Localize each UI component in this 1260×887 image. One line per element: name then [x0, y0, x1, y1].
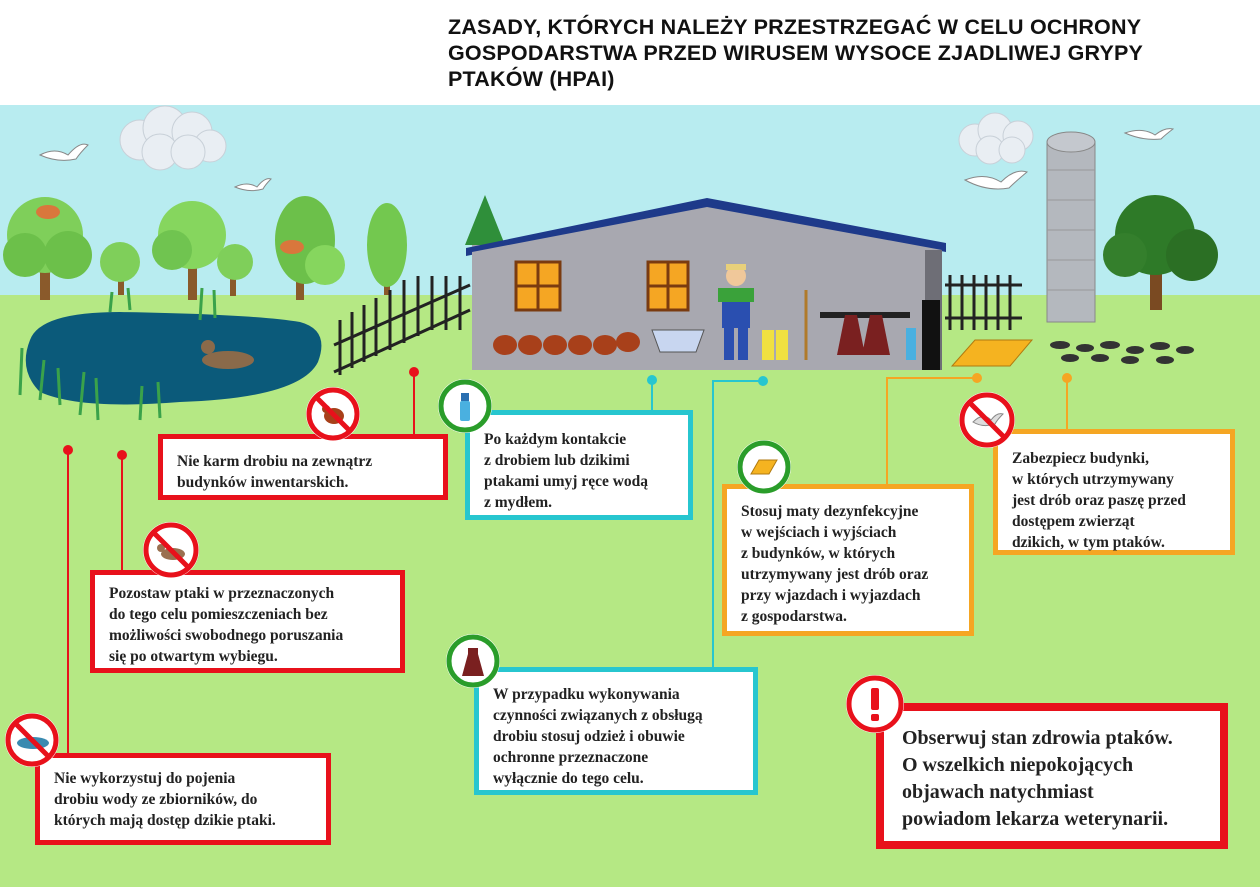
rule-text: wyłącznie do tego celu. [493, 770, 644, 787]
rule-text: w wejściach i wyjściach [741, 524, 897, 541]
top-left-blank [0, 0, 430, 105]
no-hen-icon [306, 387, 360, 441]
rule-text: Nie wykorzystuj do pojenia [54, 770, 236, 787]
apron-icon [446, 634, 500, 688]
no-gull-icon [959, 392, 1015, 448]
rule-text: możliwości swobodnego poruszania [109, 627, 344, 644]
rule-text: powiadom lekarza weterynarii. [902, 808, 1169, 830]
rule-text: Zabezpiecz budynki, [1012, 450, 1149, 467]
rule-text: drobiu wody ze zbiorników, do [54, 791, 258, 808]
silo [1047, 132, 1095, 322]
title-line-2: GOSPODARSTWA PRZED WIRUSEM WYSOCE ZJADLIWEJ GRYPY [448, 41, 1144, 65]
rule-text: do tego celu pomieszczeniach bez [109, 606, 328, 623]
rule-text: budynków inwentarskich. [177, 474, 349, 491]
rule-text: jest drób oraz paszę przed [1012, 492, 1186, 509]
mat-icon [737, 440, 791, 494]
rule-text: dostępem zwierząt [1012, 513, 1135, 530]
rule-secure-buildings [993, 429, 1235, 555]
rule-text: objawach natychmiast [902, 781, 1094, 803]
rule-text: utrzymywany jest drób oraz [741, 566, 929, 583]
rule-text: drobiu stosuj odzież i obuwie [493, 728, 685, 745]
exclamation-icon [846, 675, 904, 733]
rule-disinfection-mats [722, 484, 974, 636]
rule-text: z gospodarstwa. [741, 608, 847, 625]
rule-no-outdoor-feeding [158, 434, 448, 500]
rule-no-pond-water [35, 753, 331, 845]
rule-text: których mają dostęp dzikie ptaki. [54, 812, 276, 829]
spray-bottle-icon [438, 379, 492, 433]
page-title [448, 14, 1238, 92]
rule-text: się po otwartym wybiegu. [109, 648, 278, 665]
rule-text: z drobiem lub dzikimi [484, 452, 630, 469]
rule-text: z budynków, w których [741, 545, 896, 562]
rule-text: Po każdym kontakcie [484, 431, 627, 448]
rule-text: ochronne przeznaczone [493, 749, 649, 766]
rule-monitor-health [876, 703, 1228, 849]
no-water-dish-icon [5, 713, 59, 767]
title-line-1: ZASADY, KTÓRYCH NALEŻY PRZESTRZEGAĆ W CELU OCHRONY [448, 15, 1142, 39]
rule-text: Pozostaw ptaki w przeznaczonych [109, 585, 335, 602]
rule-text: w których utrzymywany [1012, 471, 1174, 488]
rule-text: z mydłem. [484, 494, 553, 511]
rule-protective-clothing [474, 667, 758, 795]
rule-text: Stosuj maty dezynfekcyjne [741, 503, 919, 520]
rule-text: dzikich, w tym ptaków. [1012, 534, 1165, 551]
rule-text: przy wjazdach i wyjazdach [741, 587, 921, 604]
rule-wash-hands [465, 410, 693, 520]
rule-text: czynności związanych z obsługą [493, 707, 703, 724]
rule-text: Obserwuj stan zdrowia ptaków. [902, 727, 1173, 749]
title-line-3: PTAKÓW (HPAI) [448, 67, 615, 91]
rule-text: O wszelkich niepokojących [902, 754, 1134, 776]
no-bird-icon [143, 522, 199, 578]
rule-text: W przypadku wykonywania [493, 686, 680, 703]
rule-text: Nie karm drobiu na zewnątrz [177, 453, 373, 470]
rule-keep-birds-indoors [90, 570, 405, 673]
rule-text: ptakami umyj ręce wodą [484, 473, 649, 490]
